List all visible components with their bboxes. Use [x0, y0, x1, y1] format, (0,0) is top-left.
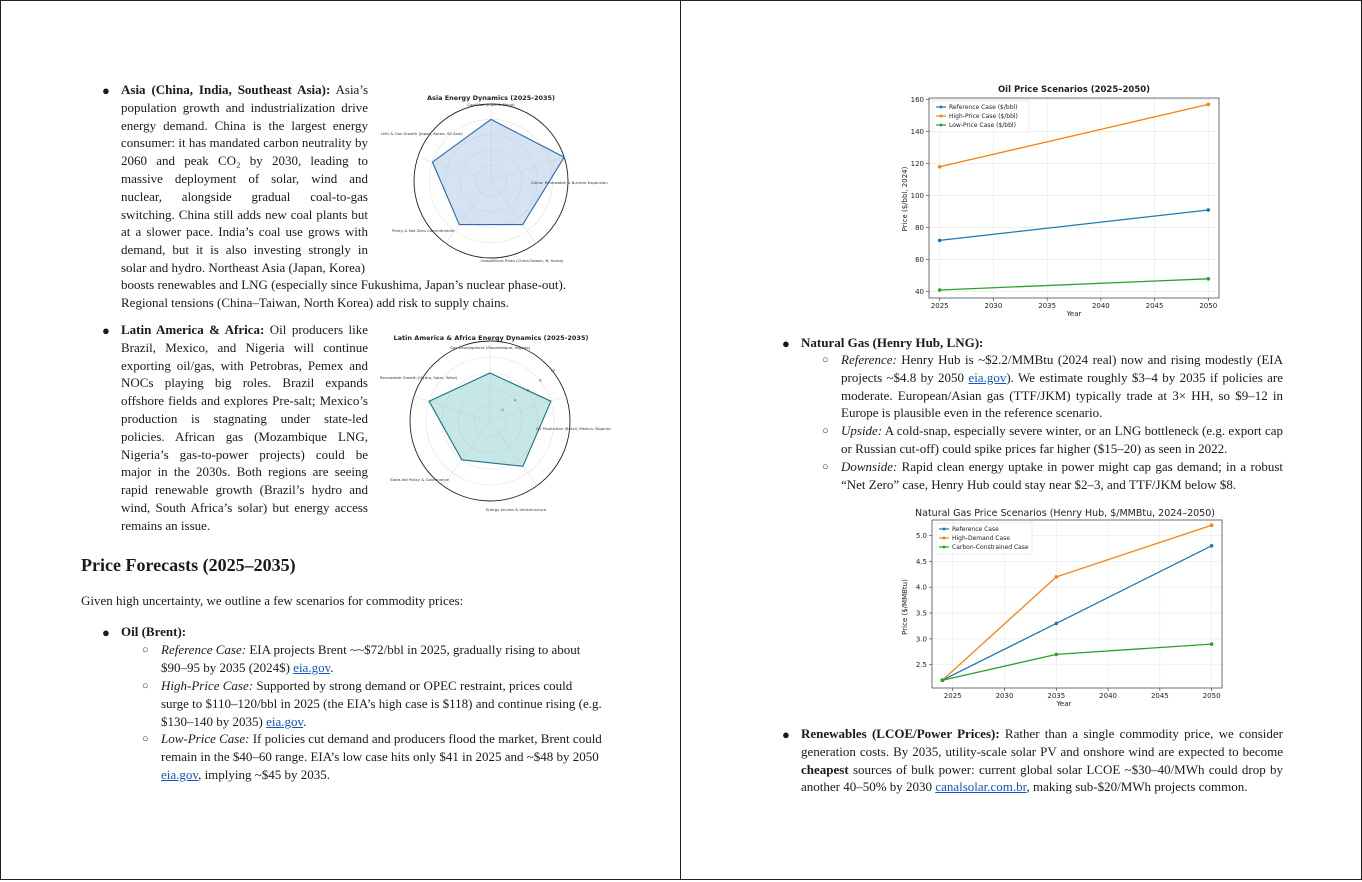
oil-chart-xlabel: Year [1066, 310, 1082, 318]
y-tick-label: 4.0 [915, 583, 927, 592]
period: . [330, 659, 334, 675]
oil-high-label: High-Price Case: [161, 678, 254, 693]
series-line [940, 279, 1209, 290]
data-point [1210, 544, 1214, 548]
data-point [938, 165, 942, 169]
circle-bullet: ○ [142, 733, 149, 745]
page-left [0, 0, 681, 880]
latam-radar-chart [376, 329, 621, 519]
x-tick-label: 2040 [1099, 692, 1117, 700]
legend-marker [943, 528, 946, 531]
y-tick-label: 60 [915, 256, 924, 265]
data-point [1210, 642, 1214, 646]
radar-axis-label: Geopolitical Risks (China-Taiwan, N. Korea) [480, 258, 564, 263]
oil-reference [161, 641, 603, 677]
gas-ref-tail: ). We estimate roughly $3–4 by 2035 if policies are moderate. European/Asian gas (TTF/JKM) typically trade at 3× HH, so $9–12 in Europe is plausible even in the reference scenario. [841, 369, 1283, 421]
bullet-dot: ● [102, 83, 110, 98]
oil-low [161, 730, 603, 783]
renew-title: Renewables (LCOE/Power Prices): [801, 726, 1000, 741]
radar-axis-label: State-led Policy & Governance [390, 477, 450, 482]
x-tick-label: 2050 [1199, 302, 1218, 310]
gas-title [801, 334, 983, 352]
oil-low-label: Low-Price Case: [161, 731, 250, 746]
section-heading: Price Forecasts (2025–2035) [81, 555, 296, 575]
asia-body: Asia’s population growth and industrialization drive energy demand. China is the largest energy consumer: it has mandated carbon neutrality by 2060 and peak CO₂ by 2030, leading to massive deployment of solar, wind and nuclear, alongside gradual coal-to-gas switching. China still adds new coal plants but at a slower pace. India’s coal use grows with demand, but it is also investing strongly in solar and hydro. Northeast Asia (Japan, Korea) [121, 82, 368, 275]
radar-tick-label: 4 [513, 397, 517, 403]
latam-radar-title: Latin America & Africa Energy Dynamics (2025-2035) [393, 334, 589, 342]
y-tick-label: 2.5 [915, 661, 927, 670]
y-tick-label: 140 [910, 128, 924, 137]
asia-radar-chart [376, 89, 621, 271]
page-right [680, 0, 1362, 880]
intro-text: Given high uncertainty, we outline a few scenarios for commodity prices: [81, 593, 464, 608]
y-tick-label: 100 [910, 192, 924, 201]
oil-ref-text: EIA projects Brent ~~$72/bbl in 2025, gradually rising to about $90–95 by 2035 (2024$) [161, 642, 581, 675]
renewables-paragraph [801, 725, 1283, 796]
gas-chart-title: Natural Gas Price Scenarios (Henry Hub, $/MMBtu, 2024–2050) [915, 508, 1215, 519]
canalsolar-link[interactable]: canalsolar.com.br [935, 779, 1027, 795]
oil-low-text: If policies cut demand and producers flood the market, Brent could remain in the $40–60 range. EIA’s low case hits only $41 in 2025 and ~$48 by 2050 [161, 731, 602, 764]
legend-marker [940, 115, 943, 118]
radar-axis-label: Energy Access & Infrastructure [485, 507, 547, 512]
data-point [1207, 208, 1211, 212]
x-tick-label: 2040 [1091, 302, 1110, 310]
latam-paragraph [121, 321, 368, 535]
gas-ref-label: Reference: [841, 352, 897, 367]
gas-upside [841, 422, 1283, 458]
radar-axis-label: China: Renewable & Nuclear Expansion [531, 180, 608, 185]
period: . [303, 713, 307, 729]
legend-label: High-Demand Case [952, 535, 1010, 542]
data-point [941, 678, 945, 682]
y-tick-label: 3.0 [915, 635, 927, 644]
x-tick-label: 2050 [1202, 692, 1221, 700]
data-point [1055, 575, 1059, 579]
oil-title [121, 623, 186, 641]
renew-text1: Rather than a single commodity price, we consider generation costs. By 2035, utility-scale solar PV and onshore wind are expected to become [801, 726, 1283, 759]
gas-up-text: A cold-snap, especially severe winter, or an LNG bottleneck (e.g. export cap or Russian cut-off) could spike prices far higher ($15–20) as seen in 2022. [841, 423, 1283, 456]
circle-bullet: ○ [822, 354, 829, 366]
data-point [938, 288, 942, 292]
circle-bullet: ○ [822, 425, 829, 437]
legend-label: Carbon-Constrained Case [952, 544, 1029, 551]
legend-label: Low-Price Case ($/bbl) [949, 122, 1016, 129]
latam-title: Latin America & Africa: [121, 322, 265, 337]
data-point [938, 239, 942, 243]
legend-marker [940, 124, 943, 127]
data-point [1207, 103, 1211, 107]
data-point [1210, 523, 1214, 527]
oil-low-tail: , implying ~$45 by 2035. [198, 766, 331, 782]
radar-tick-label: 10 [550, 367, 556, 373]
oil-title-text: Oil (Brent): [121, 624, 187, 639]
renew-text2: sources of bulk power: current global solar LCOE ~$30–40/MWh could drop by another 40–50% by 2030 [801, 761, 1284, 795]
y-tick-label: 40 [915, 288, 924, 297]
radar-axis-label: Coal Use (India & China) [467, 102, 515, 107]
radar-area [429, 373, 551, 466]
y-tick-label: 120 [910, 160, 924, 169]
bullet-dot: ● [102, 323, 110, 338]
data-point [1207, 277, 1211, 281]
data-point [1055, 653, 1059, 657]
circle-bullet: ○ [822, 461, 829, 473]
radar-tick-label: 6 [526, 387, 530, 393]
x-tick-label: 2045 [1145, 302, 1164, 310]
gas-up-label: Upside: [841, 423, 883, 438]
series-line [942, 644, 1211, 680]
oil-high [161, 677, 603, 730]
oil-chart-title: Oil Price Scenarios (2025–2050) [997, 85, 1151, 95]
eia-link[interactable]: eia.gov [266, 713, 304, 729]
bullet-dot: ● [102, 625, 110, 640]
eia-link[interactable]: eia.gov [968, 369, 1007, 385]
gas-down-text: Rapid clean energy uptake in power might cap gas demand; in a robust “Net Zero” case, Henry Hub could stay near $2–3, and TTF/JKM below $8. [841, 459, 1284, 492]
legend-marker [943, 546, 946, 549]
legend-label: Reference Case ($/bbl) [949, 104, 1018, 111]
radar-axis-label: LNG & Gas Growth (Japan, Korea, SE Asia) [381, 131, 463, 136]
legend-label: Reference Case [952, 526, 999, 533]
circle-bullet: ○ [142, 680, 149, 692]
series-line [940, 210, 1209, 240]
gas-price-chart [899, 504, 1229, 711]
renew-bold: cheapest [801, 761, 849, 777]
y-tick-label: 80 [915, 224, 924, 233]
latam-body: Oil producers like Brazil, Mexico, and Nigeria will continue exporting oil/gas, with Petrobras, Pemex and NOCs playing big roles. Brazil expands offshore fields and explores Pre-salt; Mexico’s production is stagnating under state-led policies. African gas (Mozambique LNG, Nigeria’s gas-to-power projects) could be major in the 2030s. Both regions are seeing rapid renewable growth (Brazil’s hydro and wind, South Africa’s solar) but energy access remains an issue. [121, 322, 369, 533]
bullet-dot: ● [782, 727, 790, 742]
radar-axis-label: Policy & Net Zero Commitments [392, 228, 455, 233]
x-tick-label: 2035 [1047, 692, 1066, 700]
radar-tick-label: 8 [539, 377, 542, 383]
oil-high-text: Supported by strong demand or OPEC restraint, prices could surge to $110–120/bbl in 2025 (the EIA’s high case is $118) and continue rising (e.g. $130–140 by 2035) [161, 678, 602, 729]
legend-label: High-Price Case ($/bbl) [949, 113, 1018, 120]
gas-ref-text: Henry Hub is ~$2.2/MMBtu (2024 real) now and rising modestly (EIA projects ~$4.8 by 2050 [841, 352, 1283, 385]
radar-axis-label: Oil Production (Brazil, Mexico, Nigeria) [536, 426, 611, 431]
x-tick-label: 2030 [984, 302, 1003, 310]
x-tick-label: 2025 [930, 302, 949, 310]
y-tick-label: 160 [910, 96, 924, 105]
eia-link[interactable]: eia.gov [161, 766, 199, 782]
eia-link[interactable]: eia.gov [293, 659, 331, 675]
radar-axis-label: Gas Development (Mozambique, Nigeria) [449, 345, 531, 350]
oil-price-chart [899, 81, 1229, 321]
radar-axis-label: Renewable Growth (Hydro, Solar, Wind) [380, 375, 458, 380]
renew-text3: , making sub-$20/MWh projects common. [1026, 779, 1248, 795]
y-tick-label: 3.5 [915, 609, 927, 618]
y-tick-label: 5.0 [915, 532, 927, 541]
asia-title: Asia (China, India, Southeast Asia): [121, 82, 331, 97]
legend [936, 523, 1032, 554]
asia-paragraph-cont: boosts renewables and LNG (especially since Fukushima, Japan’s nuclear phase-out). Regional tensions (China–Taiwan, North Korea) add risk to supply chains. [121, 277, 567, 310]
asia-paragraph [121, 81, 368, 277]
gas-downside [841, 458, 1283, 494]
gas-down-label: Downside: [841, 459, 898, 474]
legend [933, 101, 1029, 132]
legend-marker [943, 537, 946, 540]
data-point [1055, 622, 1059, 626]
asia-radar-title: Asia Energy Dynamics (2025-2035) [426, 94, 556, 102]
x-tick-label: 2045 [1150, 692, 1169, 700]
oil-ref-label: Reference Case: [161, 642, 247, 657]
legend-marker [940, 106, 943, 109]
gas-chart-xlabel: Year [1056, 700, 1072, 708]
circle-bullet: ○ [142, 644, 149, 656]
oil-chart-ylabel: Price ($/bbl, 2024) [901, 166, 909, 232]
x-tick-label: 2025 [943, 692, 962, 700]
gas-chart-ylabel: Price ($/MMBtu) [901, 579, 909, 635]
gas-title-text: Natural Gas (Henry Hub, LNG): [801, 335, 984, 350]
bullet-dot: ● [782, 336, 790, 351]
radar-tick-label: 2 [501, 407, 504, 413]
y-tick-label: 4.5 [915, 557, 927, 566]
gas-reference [841, 351, 1283, 422]
x-tick-label: 2035 [1038, 302, 1057, 310]
x-tick-label: 2030 [995, 692, 1014, 700]
